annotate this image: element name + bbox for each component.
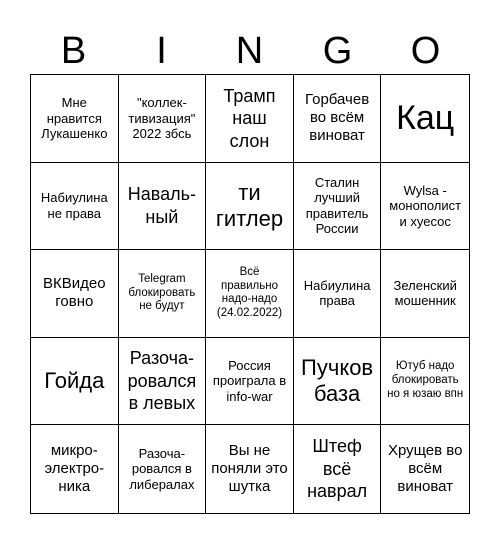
bingo-cell[interactable]: Трамп наш слон xyxy=(206,75,294,163)
bingo-board xyxy=(30,74,470,514)
bingo-cell[interactable]: Россия проиграла в info-war xyxy=(206,338,294,426)
bingo-cell[interactable]: Горбачев во всём виноват xyxy=(294,75,382,163)
bingo-cell[interactable]: Telegram блокировать не будут xyxy=(119,250,207,338)
bingo-cell free-space[interactable]: Всё правильно надо-надо (24.02.2022) xyxy=(206,250,294,338)
bingo-cell[interactable]: Наваль-ный xyxy=(119,163,207,251)
bingo-cell[interactable]: Набиулина права xyxy=(294,250,382,338)
header-letter-o: O xyxy=(410,30,442,72)
header-letter-i: I xyxy=(156,30,168,72)
bingo-cell[interactable]: Wylsa - монополист и хуесос xyxy=(381,163,469,251)
header-letter-n: N xyxy=(235,30,265,72)
bingo-cell[interactable]: Разоча-ровался в левых xyxy=(119,338,207,426)
bingo-cell[interactable]: Кац xyxy=(381,75,469,163)
bingo-cell[interactable]: Пучков база xyxy=(294,338,382,426)
bingo-cell[interactable]: ти гитлер xyxy=(206,163,294,251)
header-letter-g: G xyxy=(322,30,354,72)
bingo-cell[interactable]: Разоча-ровался в либералах xyxy=(119,425,207,513)
bingo-cell[interactable]: Вы не поняли это шутка xyxy=(206,425,294,513)
bingo-cell[interactable]: Гойда xyxy=(31,338,119,426)
bingo-cell[interactable]: Хрущев во всём виноват xyxy=(387,442,463,496)
bingo-header xyxy=(30,28,470,74)
bingo-cell[interactable]: Мне нравится Лукашенко xyxy=(31,75,119,163)
bingo-cell[interactable]: Сталин лучший правитель России xyxy=(294,163,382,251)
bingo-cell[interactable]: Штеф всё наврал xyxy=(294,425,382,513)
bingo-cell[interactable]: "коллек-тивизация" 2022 збсь xyxy=(119,75,207,163)
bingo-cell[interactable]: Набиулина не права xyxy=(31,163,119,251)
bingo-cell[interactable]: Ютуб надо блокировать но я юзаю впн xyxy=(381,338,469,426)
bingo-cell[interactable]: микро-электро-ника xyxy=(31,425,119,513)
bingo-cell[interactable]: Зеленский мошенник xyxy=(381,250,469,338)
header-letter-b: B xyxy=(60,30,88,72)
bingo-cell[interactable]: ВКВидео говно xyxy=(31,250,119,338)
